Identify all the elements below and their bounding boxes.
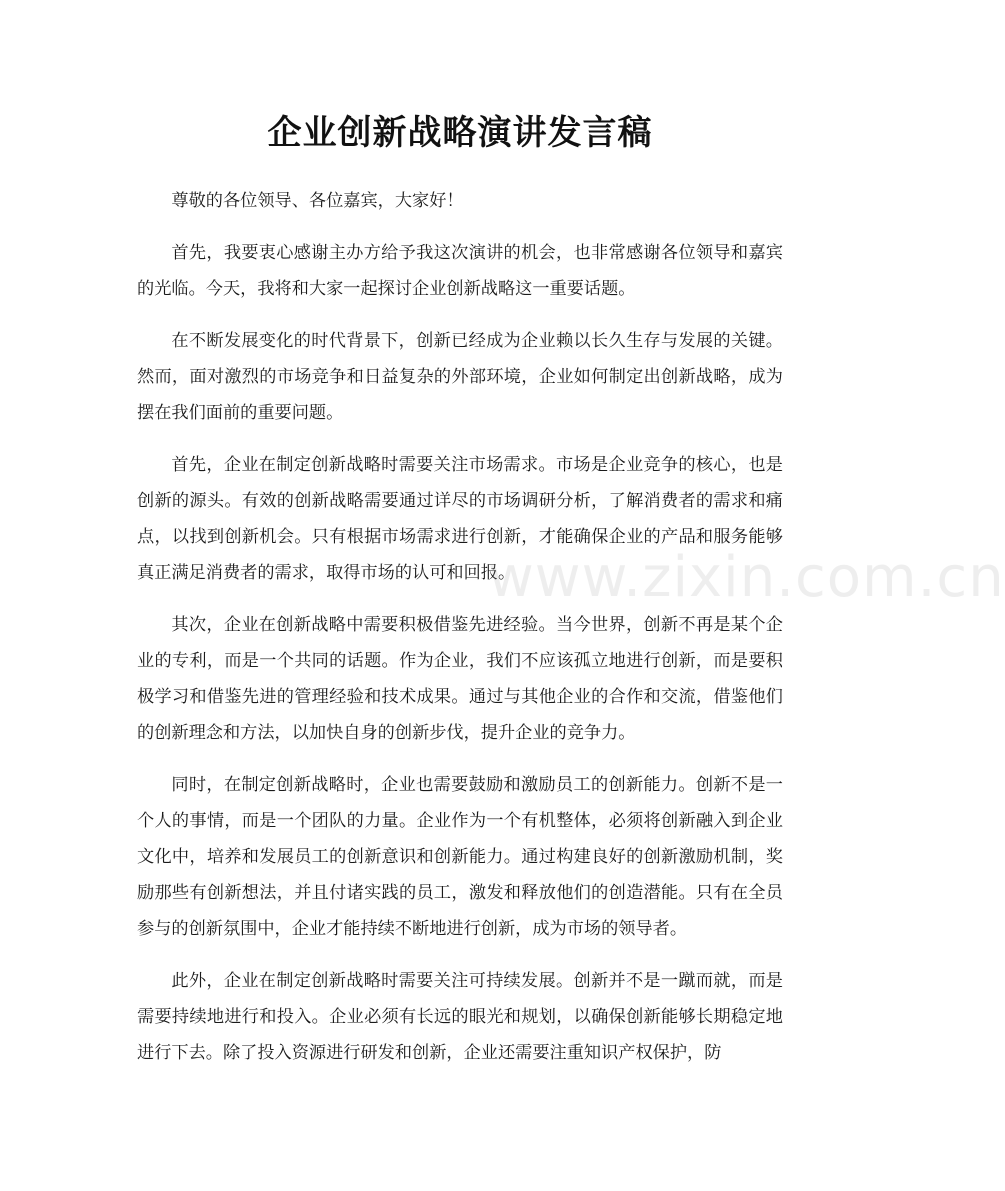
paragraph-learn-experience: 其次，企业在创新战略中需要积极借鉴先进经验。当今世界，创新不再是某个企业的专利，而是一个共同的话题。作为企业，我们不应该孤立地进行创新，而是要积极学习和借鉴先进的管理经验和技术成果。通过与其他企业的合作和交流，借鉴他们的创新理念和方法，以加快自身的创新步伐，提升企业的竞争力。: [137, 615, 783, 743]
paragraph-greeting: 尊敬的各位领导、各位嘉宾，大家好！: [171, 191, 464, 211]
paragraph-thanks: 首先，我要衷心感谢主办方给予我这次演讲的机会，也非常感谢各位领导和嘉宾的光临。今天，我将和大家一起探讨企业创新战略这一重要话题。: [137, 243, 783, 299]
paragraph-employee-innovation: 同时，在制定创新战略时，企业也需要鼓励和激励员工的创新能力。创新不是一个人的事情，而是一个团队的力量。企业作为一个有机整体，必须将创新融入到企业文化中，培养和发展员工的创新意识和创新能力。通过构建良好的创新激励机制，奖励那些有创新想法，并且付诸实践的员工，激发和释放他们的创造潜能。只有在全员参与的创新氛围中，企业才能持续不断地进行创新，成为市场的领导者。: [137, 775, 783, 939]
paragraph-sustainable-development: 此外，企业在制定创新战略时需要关注可持续发展。创新并不是一蹴而就，而是需要持续地进行和投入。企业必须有长远的眼光和规划，以确保创新能够长期稳定地进行下去。除了投入资源进行研发和创新，企业还需要注重知识产权保护，防: [137, 971, 783, 1063]
paragraph-market-demand: 首先，企业在制定创新战略时需要关注市场需求。市场是企业竞争的核心，也是创新的源头。有效的创新战略需要通过详尽的市场调研分析，了解消费者的需求和痛点，以找到创新机会。只有根据市场需求进行创新，才能确保企业的产品和服务能够真正满足消费者的需求，取得市场的认可和回报。: [137, 455, 783, 583]
paragraph-background: 在不断发展变化的时代背景下，创新已经成为企业赖以长久生存与发展的关键。然而，面对激烈的市场竞争和日益复杂的外部环境，企业如何制定出创新战略，成为摆在我们面前的重要问题。: [137, 331, 783, 423]
watermark-text: www.zixin.com.cn: [488, 545, 1005, 610]
document-body: [137, 183, 783, 1087]
document-title: 企业创新战略演讲发言稿: [267, 113, 653, 153]
